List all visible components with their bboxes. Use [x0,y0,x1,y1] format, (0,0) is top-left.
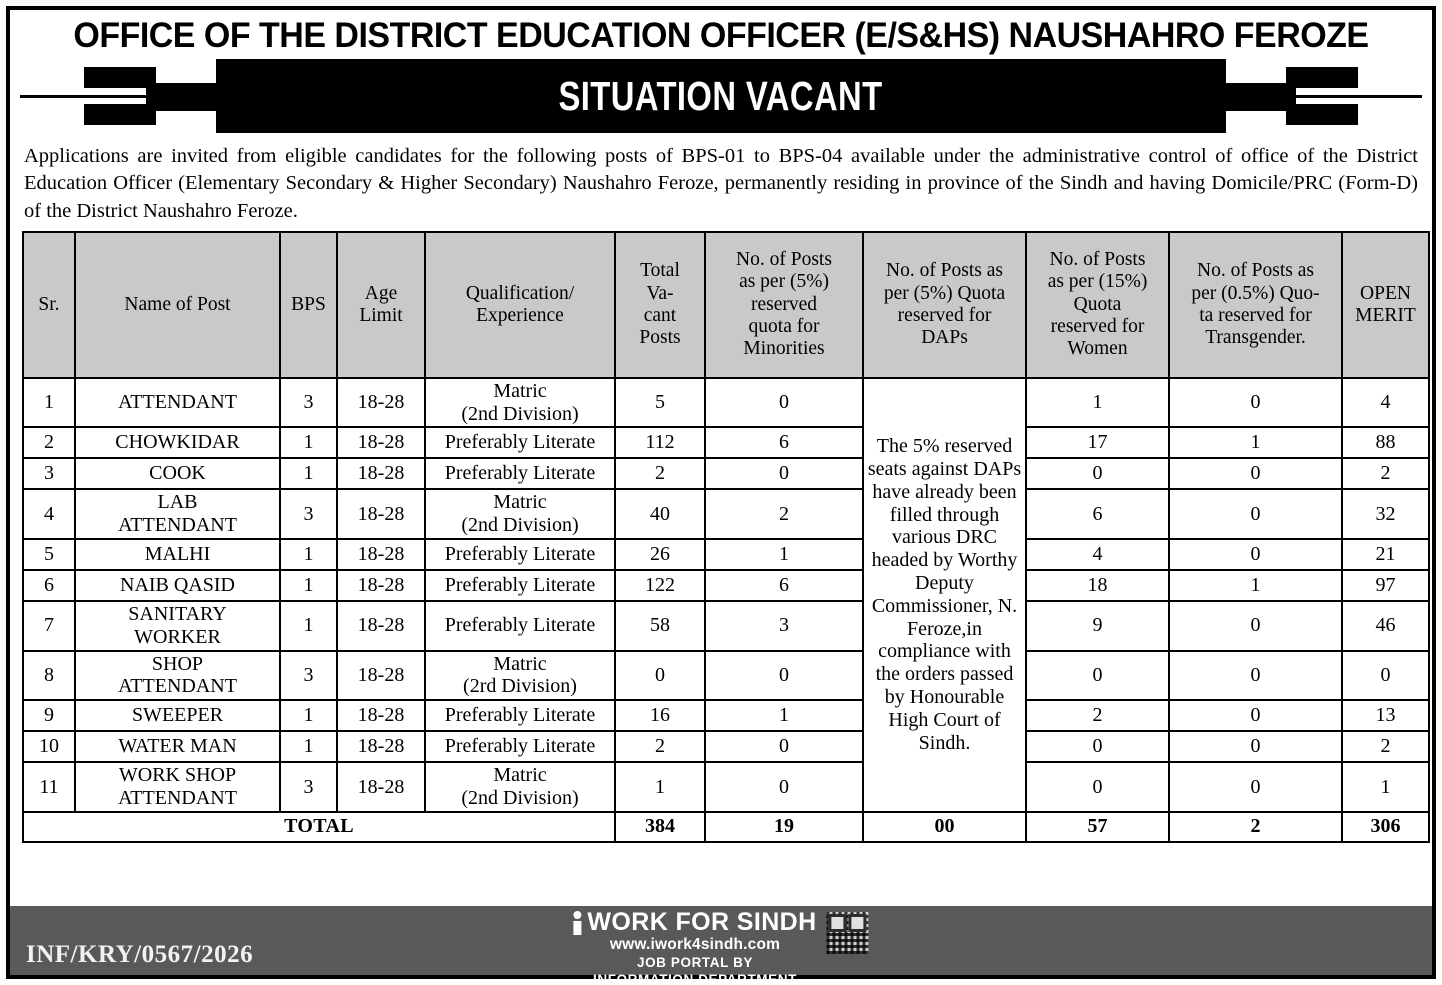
table-row [23,427,1429,458]
cell-total: 122 [615,570,705,601]
cell-qualification: Preferably Literate [425,601,615,651]
cell-transgender: 0 [1169,539,1342,570]
total-open-merit: 306 [1342,812,1429,842]
table-row [23,539,1429,570]
cell-age: 18-28 [337,601,425,651]
cell-minorities: 1 [705,539,863,570]
transgender-line-3: ta reserved for [1199,304,1312,326]
cell-total: 40 [615,489,705,539]
brand-website[interactable]: www.iwork4sindh.com [609,936,781,954]
transgender-line-4: Transgender. [1205,326,1306,348]
post-line-1: SANITARY [128,602,227,625]
cell-bps: 1 [280,539,337,570]
advertisement-sheet [6,6,1436,985]
cell-total: 112 [615,427,705,458]
cell-post [75,489,280,539]
cell-minorities: 0 [705,378,863,428]
women-line-2: as per (15%) [1047,271,1148,293]
cell-age: 18-28 [337,378,425,428]
cell-minorities: 0 [705,731,863,762]
cell-age: 18-28 [337,570,425,601]
page-footer [10,906,1432,985]
cell-transgender: 0 [1169,489,1342,539]
cell-minorities: 6 [705,570,863,601]
cell-women: 0 [1026,731,1169,762]
cell-post: ATTENDANT [75,378,280,428]
cell-age: 18-28 [337,539,425,570]
minorities-line-1: No. of Posts [736,249,832,271]
brand-title-row [573,909,816,935]
minorities-line-3: reserved [750,293,818,315]
cell-bps: 1 [280,570,337,601]
post-line-2: ATTENDANT [118,786,237,809]
cell-sr: 3 [23,458,75,489]
cell-age: 18-28 [337,651,425,701]
cell-qualification [425,489,615,539]
qr-code-icon[interactable] [827,912,869,954]
cell-transgender: 0 [1169,601,1342,651]
cell-total: 0 [615,651,705,701]
cell-bps: 1 [280,601,337,651]
brand-department-label: INFORMATION DEPARTMENT [593,971,797,985]
column-header-name-of-post: Name of Post [75,232,280,378]
cell-post: SWEEPER [75,700,280,731]
open-merit-line-1: OPEN [1360,282,1411,304]
cell-women: 2 [1026,700,1169,731]
qualification-line-2: Experience [476,304,564,326]
table-row [23,489,1429,539]
post-line-1: LAB [157,491,198,514]
ribbon-tail-left-icon [76,59,224,133]
qual-line-1: Matric [493,491,547,514]
ribbon-neck-right [1218,83,1296,111]
cell-transgender: 0 [1169,700,1342,731]
qual-line-1: Matric [493,764,547,787]
cell-total: 2 [615,458,705,489]
cell-open-merit: 4 [1342,378,1429,428]
cell-open-merit: 46 [1342,601,1429,651]
cell-transgender: 0 [1169,458,1342,489]
cell-sr: 9 [23,700,75,731]
women-line-3: Quota [1073,293,1122,315]
cell-post: COOK [75,458,280,489]
table-header-row [23,232,1429,378]
cell-women: 4 [1026,539,1169,570]
column-header-age-limit [337,232,425,378]
total-vacant-posts: 384 [615,812,705,842]
column-header-daps [863,232,1026,378]
transgender-line-2: per (0.5%) Quo- [1191,282,1320,304]
minorities-line-5: Minorities [743,338,825,360]
reference-number: INF/KRY/0567/2026 [26,941,254,968]
cell-qualification [425,378,615,428]
qual-line-2: (2nd Division) [461,402,579,425]
qualification-line-1: Qualification/ [465,282,575,304]
post-line-2: ATTENDANT [118,675,237,698]
table-row [23,651,1429,701]
transgender-line-1: No. of Posts as [1196,260,1314,282]
cell-qualification [425,651,615,701]
total-label: TOTAL [23,812,615,842]
brand-name: WORK FOR SINDH [587,908,817,936]
cell-bps: 1 [280,700,337,731]
ribbon-bar-top-right [1286,67,1358,88]
cell-total: 16 [615,700,705,731]
cell-sr: 10 [23,731,75,762]
minorities-line-2: as per (5%) [739,271,829,293]
post-line-2: WORKER [134,625,221,648]
footer-brand-block [573,909,868,985]
qual-line-2: (2nd Division) [461,786,579,809]
cell-open-merit: 1 [1342,762,1429,812]
cell-women: 6 [1026,489,1169,539]
total-line-4: Posts [639,326,681,348]
table-row [23,601,1429,651]
cell-bps: 3 [280,651,337,701]
column-header-transgender [1169,232,1342,378]
cell-women: 18 [1026,570,1169,601]
cell-bps: 1 [280,427,337,458]
open-merit-line-2: MERIT [1355,304,1416,326]
total-line-2: Va- [646,282,674,304]
cell-age: 18-28 [337,762,425,812]
column-header-total-vacant-posts [615,232,705,378]
brand-text-block [573,909,816,985]
total-transgender: 2 [1169,812,1342,842]
cell-post: CHOWKIDAR [75,427,280,458]
women-line-5: Women [1067,338,1128,360]
table-row [23,458,1429,489]
cell-minorities: 0 [705,458,863,489]
cell-age: 18-28 [337,731,425,762]
table-row [23,762,1429,812]
banner-title: SITUATION VACANT [558,72,884,119]
post-line-2: ATTENDANT [118,514,237,537]
cell-transgender: 1 [1169,570,1342,601]
cell-open-merit: 0 [1342,651,1429,701]
cell-minorities: 6 [705,427,863,458]
age-limit-line-2: Limit [359,304,403,326]
cell-qualification: Preferably Literate [425,731,615,762]
cell-minorities: 3 [705,601,863,651]
cell-women: 17 [1026,427,1169,458]
organization-title: OFFICE OF THE DISTRICT EDUCATION OFFICER (E/S&HS) NAUSHAHRO FEROZE [73,16,1369,55]
total-minorities: 19 [705,812,863,842]
cell-age: 18-28 [337,458,425,489]
cell-minorities: 0 [705,651,863,701]
cell-transgender: 0 [1169,762,1342,812]
vacancy-table [22,231,1430,843]
cell-open-merit: 32 [1342,489,1429,539]
daps-line-4: DAPs [921,326,968,348]
cell-post: MALHI [75,539,280,570]
cell-post [75,762,280,812]
ribbon-neck-left [146,83,224,111]
cell-open-merit: 2 [1342,731,1429,762]
cell-transgender: 0 [1169,378,1342,428]
women-line-4: reserved for [1050,315,1145,337]
cell-age: 18-28 [337,700,425,731]
cell-total: 1 [615,762,705,812]
cell-bps: 1 [280,458,337,489]
intro-paragraph: Applications are invited from eligible candidates for the following posts of BPS-01 to BPS-04 available under the administrative control of office of the District Education Officer (Elementary Secondary & Higher Secondary) Naushahro Feroze, permanently residing in province of the Sindh and having Domicile/PRC (Form-D) of the District Naushahro Feroze. [24,145,1418,222]
cell-minorities: 1 [705,700,863,731]
table-row [23,700,1429,731]
daps-line-2: per (5%) Quota [883,282,1006,304]
cell-daps-note: The 5% reserved seats against DAPs have already been filled through various DRC headed by Worthy Deputy Commissioner, N. Feroze,in compliance with the orders passed by Honourable High Court of Sindh. [863,378,1026,812]
cell-women: 9 [1026,601,1169,651]
banner-plate [216,59,1226,133]
post-line-1: SHOP [151,652,204,675]
brand-job-portal-label: JOB PORTAL BY [636,954,754,970]
cell-transgender: 1 [1169,427,1342,458]
cell-open-merit: 2 [1342,458,1429,489]
cell-qualification [425,762,615,812]
minorities-line-4: quota for [748,315,820,337]
cell-post [75,601,280,651]
cell-open-merit: 97 [1342,570,1429,601]
cell-minorities: 2 [705,489,863,539]
cell-women: 1 [1026,378,1169,428]
cell-total: 5 [615,378,705,428]
cell-qualification: Preferably Literate [425,700,615,731]
situation-vacant-banner [16,59,1426,133]
cell-bps: 1 [280,731,337,762]
cell-post [75,651,280,701]
iwork-i-icon [573,910,582,935]
cell-total: 58 [615,601,705,651]
cell-minorities: 0 [705,762,863,812]
ribbon-bar-bottom-right [1286,104,1358,125]
vacancy-table-body [23,378,1429,842]
qual-line-1: Matric [493,652,547,675]
vacancy-table-wrapper [10,231,1432,906]
cell-sr: 2 [23,427,75,458]
cell-sr: 1 [23,378,75,428]
cell-sr: 11 [23,762,75,812]
column-header-minorities [705,232,863,378]
cell-open-merit: 13 [1342,700,1429,731]
cell-post: NAIB QASID [75,570,280,601]
cell-qualification: Preferably Literate [425,570,615,601]
column-header-qualification [425,232,615,378]
cell-sr: 4 [23,489,75,539]
age-limit-line-1: Age [364,282,398,304]
post-line-1: WORK SHOP [118,764,237,787]
total-line-1: Total [640,260,680,282]
cell-qualification: Preferably Literate [425,539,615,570]
cell-sr: 5 [23,539,75,570]
cell-qualification: Preferably Literate [425,458,615,489]
qual-line-1: Matric [493,379,547,402]
cell-qualification: Preferably Literate [425,427,615,458]
cell-sr: 7 [23,601,75,651]
column-header-sr: Sr. [23,232,75,378]
qual-line-2: (2rd Division) [463,675,577,698]
cell-open-merit: 88 [1342,427,1429,458]
cell-total: 26 [615,539,705,570]
cell-age: 18-28 [337,427,425,458]
daps-line-3: reserved for [897,304,992,326]
column-header-women [1026,232,1169,378]
daps-line-1: No. of Posts as [885,260,1003,282]
table-row [23,731,1429,762]
cell-post: WATER MAN [75,731,280,762]
table-row [23,570,1429,601]
total-daps: 00 [863,812,1026,842]
ribbon-tail-right-icon [1218,59,1366,133]
cell-age: 18-28 [337,489,425,539]
cell-bps: 3 [280,378,337,428]
cell-total: 2 [615,731,705,762]
table-row [23,378,1429,428]
cell-transgender: 0 [1169,731,1342,762]
cell-bps: 3 [280,762,337,812]
cell-transgender: 0 [1169,651,1342,701]
column-header-bps: BPS [280,232,337,378]
qual-line-2: (2nd Division) [461,514,579,537]
cell-bps: 3 [280,489,337,539]
column-header-open-merit [1342,232,1429,378]
cell-sr: 6 [23,570,75,601]
cell-open-merit: 21 [1342,539,1429,570]
total-women: 57 [1026,812,1169,842]
women-line-1: No. of Posts [1049,249,1146,271]
table-total-row [23,812,1429,842]
cell-women: 0 [1026,762,1169,812]
total-line-3: cant [643,304,677,326]
cell-women: 0 [1026,651,1169,701]
cell-women: 0 [1026,458,1169,489]
cell-sr: 8 [23,651,75,701]
